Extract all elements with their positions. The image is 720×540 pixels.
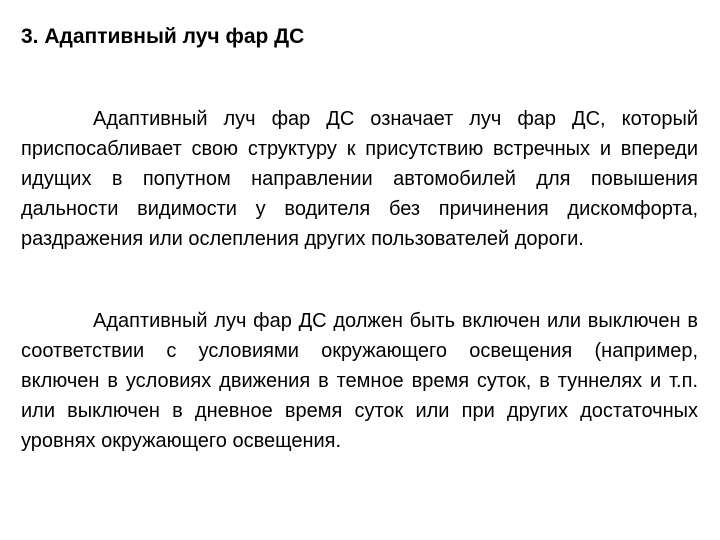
slide-title: 3. Адаптивный луч фар ДС xyxy=(21,25,305,48)
paragraph-definition: Адаптивный луч фар ДС означает луч фар ДС, который приспосабливает свою структуру к присутствию встречных и впереди идущих в попутном направлении автомобилей для повышения дальности видимости у водителя без причинения дискомфорта, раздражения или ослепления других пользователей дороги. xyxy=(21,108,698,250)
paragraph-activation: Адаптивный луч фар ДС должен быть включен или выключен в соответствии с условиями окружающего освещения (например, включен в условиях движения в темное время суток, в туннелях и т.п. или выключен в дневное время суток или при других достаточных уровнях окружающего освещения. xyxy=(21,310,698,452)
